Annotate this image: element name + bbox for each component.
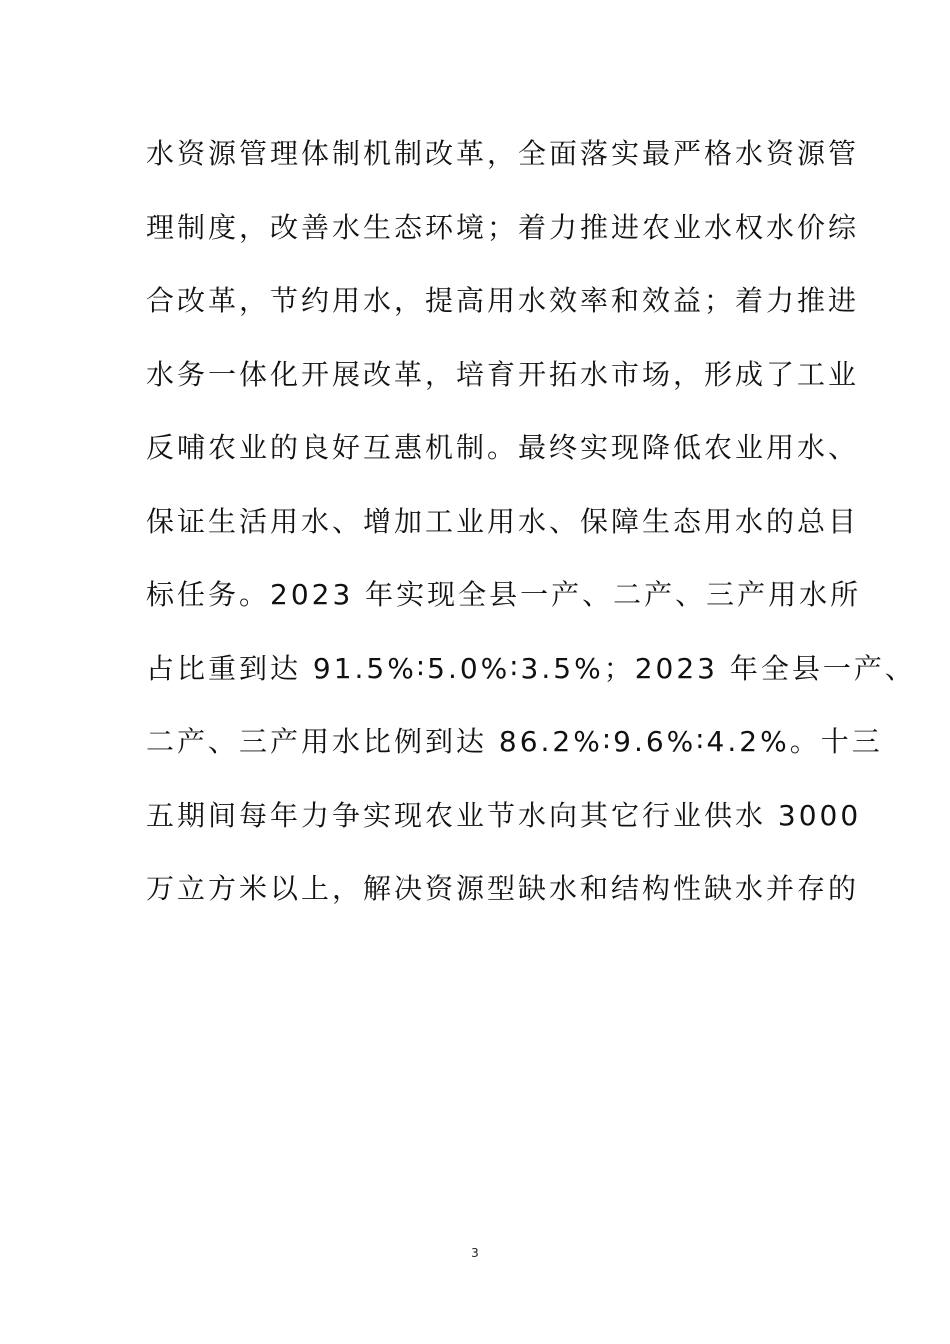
text-line: 理制度，改善水生态环境；着力推进农业水权水价综 — [146, 210, 860, 244]
text-line: 合改革，节约用水，提高用水效率和效益；着力推进 — [146, 284, 860, 317]
page-number: 3 — [471, 1246, 479, 1260]
text-line: 五期间每年力争实现农业节水向其它行业供水 3000 — [146, 798, 862, 832]
text-line: 保证生活用水、增加工业用水、保障生态用水的总目 — [146, 504, 860, 538]
body-text — [146, 128, 916, 937]
text-line: 占比重到达 91.5%∶5.0%∶3.5%；2023 年全县一产、 — [146, 651, 916, 685]
text-line: 水资源管理体制机制改革，全面落实最严格水资源管 — [146, 137, 860, 170]
text-line: 万立方米以上，解决资源型缺水和结构性缺水并存的 — [146, 872, 860, 905]
text-line: 二产、三产用水比例到达 86.2%∶9.6%∶4.2%。十三 — [146, 725, 883, 758]
text-line: 反哺农业的良好互惠机制。最终实现降低农业用水、 — [146, 431, 860, 464]
text-line: 标任务。2023 年实现全县一产、二产、三产用水所 — [146, 578, 862, 611]
text-line: 水务一体化开展改革，培育开拓水市场，形成了工业 — [146, 357, 860, 391]
